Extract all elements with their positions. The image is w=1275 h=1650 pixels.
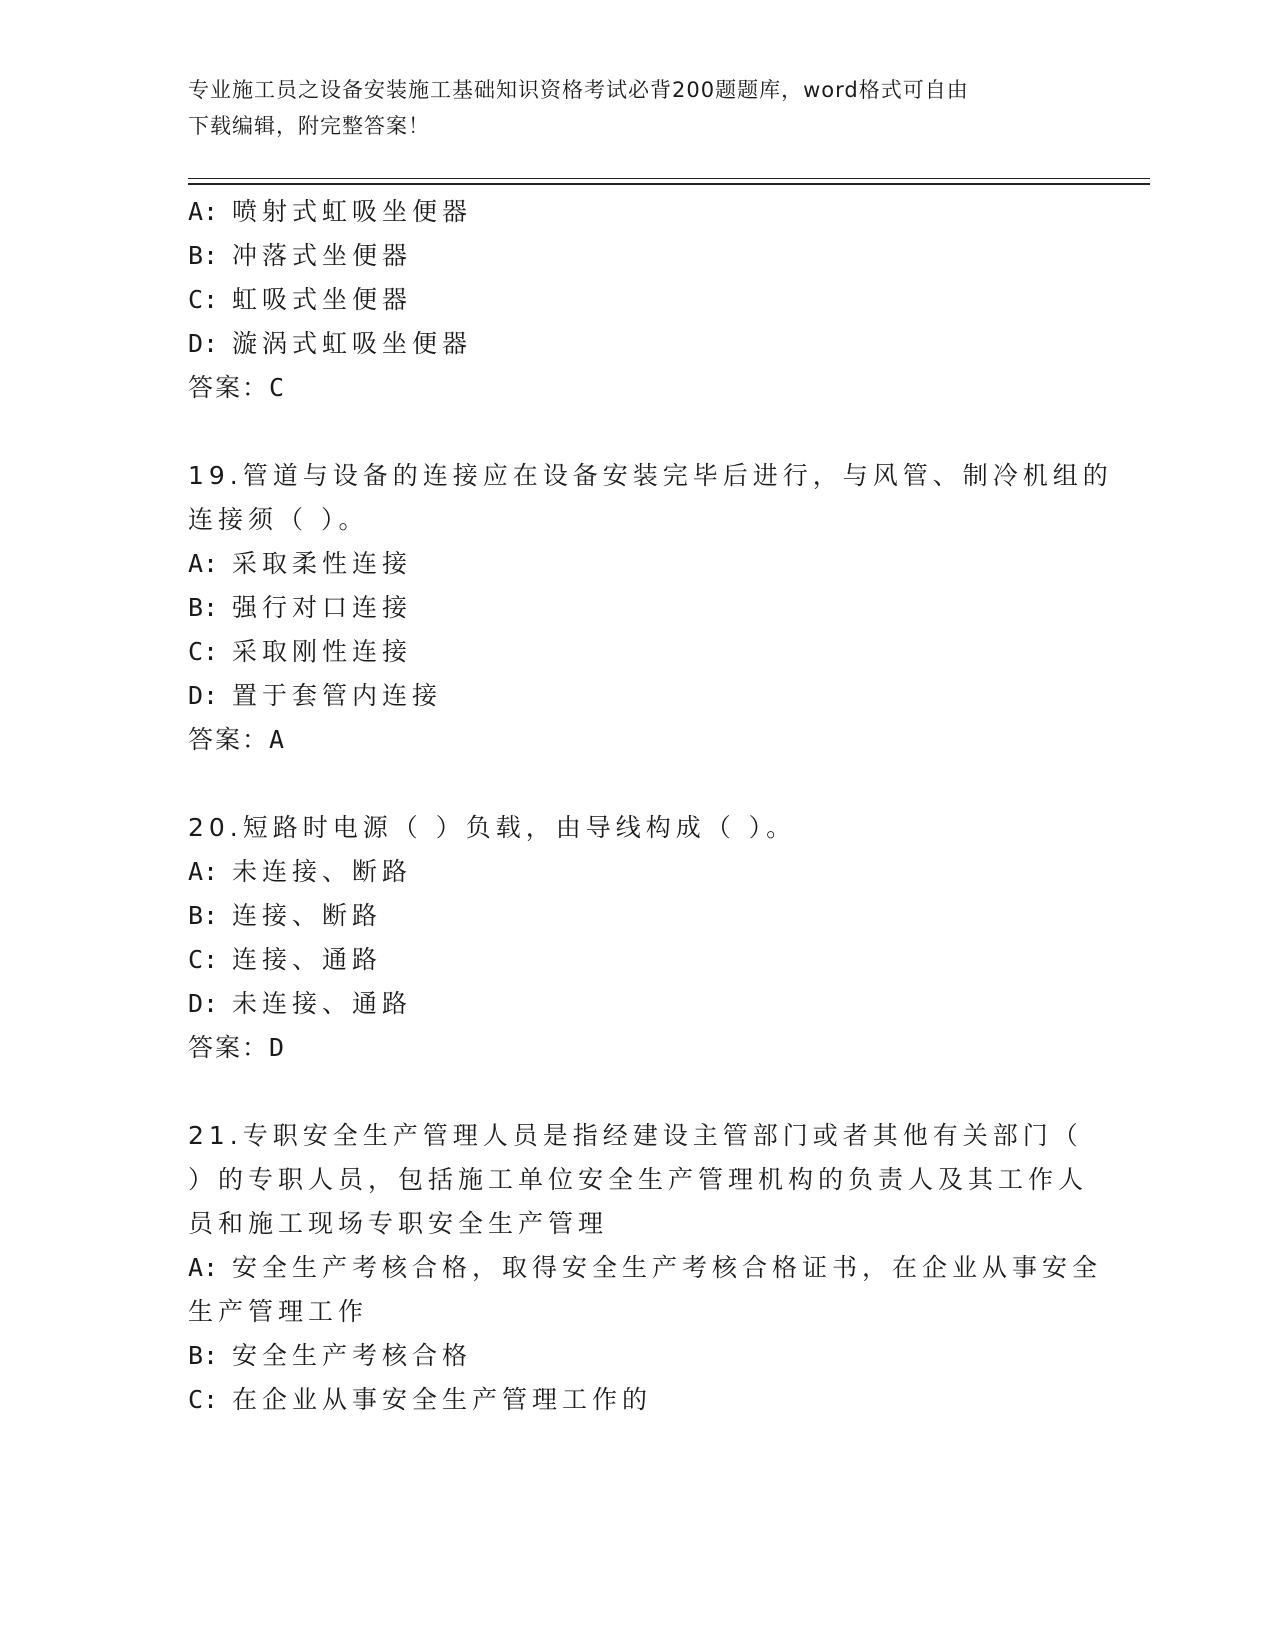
option-text: 安全生产考核合格 (232, 1341, 473, 1370)
answer-label: 答案： (188, 1033, 270, 1062)
q21-option-a (188, 1252, 1102, 1284)
option-text: 采取柔性连接 (232, 549, 413, 578)
option-text: 喷射式虹吸坐便器 (232, 197, 473, 226)
q21-stem-line-2: ）的专职人员，包括施工单位安全生产管理机构的负责人及其工作人 (188, 1165, 1089, 1194)
q18-option-c (188, 284, 412, 316)
q19-stem-line-1: 19.管道与设备的连接应在设备安装完毕后进行，与风管、制冷机组的 (188, 461, 1113, 490)
q20-option-c (188, 944, 382, 976)
q19-option-c (188, 636, 412, 668)
q18-answer (188, 372, 284, 404)
q20-option-a (188, 856, 412, 888)
answer-value: A (269, 725, 285, 754)
answer-value: D (269, 1033, 285, 1062)
option-text: 冲落式坐便器 (232, 241, 413, 270)
q18-option-b (188, 240, 412, 272)
q20-option-d (188, 988, 412, 1020)
option-text: 漩涡式虹吸坐便器 (232, 329, 473, 358)
option-text: 未连接、断路 (232, 857, 413, 886)
option-text: 连接、通路 (232, 945, 383, 974)
option-label: A: (188, 549, 219, 578)
q19-option-b (188, 592, 412, 624)
option-text: 强行对口连接 (232, 593, 413, 622)
option-label: B: (188, 593, 219, 622)
header-divider-thin (188, 178, 1150, 179)
option-text: 连接、断路 (232, 901, 383, 930)
header-line-2: 下载编辑，附完整答案！ (188, 114, 430, 138)
q21-stem-line-1: 21.专职安全生产管理人员是指经建设主管部门或者其他有关部门（ (188, 1121, 1083, 1150)
option-label: A: (188, 1253, 219, 1282)
option-label: B: (188, 901, 219, 930)
document-header (188, 72, 1088, 144)
option-label: C: (188, 945, 219, 974)
option-label: B: (188, 1341, 219, 1370)
option-label: B: (188, 241, 219, 270)
q21-option-a-continued: 生产管理工作 (188, 1297, 369, 1326)
q21-option-c (188, 1384, 652, 1416)
option-label: D: (188, 989, 219, 1018)
header-line-1: 专业施工员之设备安装施工基础知识资格考试必背200题题库，word格式可自由 (188, 78, 969, 102)
option-label: A: (188, 857, 219, 886)
answer-label: 答案： (188, 373, 270, 402)
q18-option-d (188, 328, 472, 360)
q20-answer (188, 1032, 284, 1064)
option-label: D: (188, 329, 219, 358)
option-label: C: (188, 637, 219, 666)
q19-stem-line-2: 连接须（ ）。 (188, 505, 369, 534)
option-text: 虹吸式坐便器 (232, 285, 413, 314)
option-text: 在企业从事安全生产管理工作的 (232, 1385, 653, 1414)
q21-stem-line-3: 员和施工现场专职安全生产管理 (188, 1209, 609, 1238)
header-divider-thick (188, 183, 1150, 185)
option-text: 采取刚性连接 (232, 637, 413, 666)
option-label: A: (188, 197, 219, 226)
q19-option-d (188, 680, 442, 712)
q20-stem-line-1: 20.短路时电源（ ）负载，由导线构成（ ）。 (188, 813, 797, 842)
option-text: 置于套管内连接 (232, 681, 443, 710)
option-label: D: (188, 681, 219, 710)
q21-option-b (188, 1340, 472, 1372)
q20-option-b (188, 900, 382, 932)
option-text: 未连接、通路 (232, 989, 413, 1018)
answer-label: 答案： (188, 725, 270, 754)
q19-option-a (188, 548, 412, 580)
option-text: 安全生产考核合格，取得安全生产考核合格证书，在企业从事安全 (232, 1253, 1103, 1282)
answer-value: C (269, 373, 285, 402)
option-label: C: (188, 1385, 219, 1414)
option-label: C: (188, 285, 219, 314)
q18-option-a (188, 196, 472, 228)
q19-answer (188, 724, 284, 756)
